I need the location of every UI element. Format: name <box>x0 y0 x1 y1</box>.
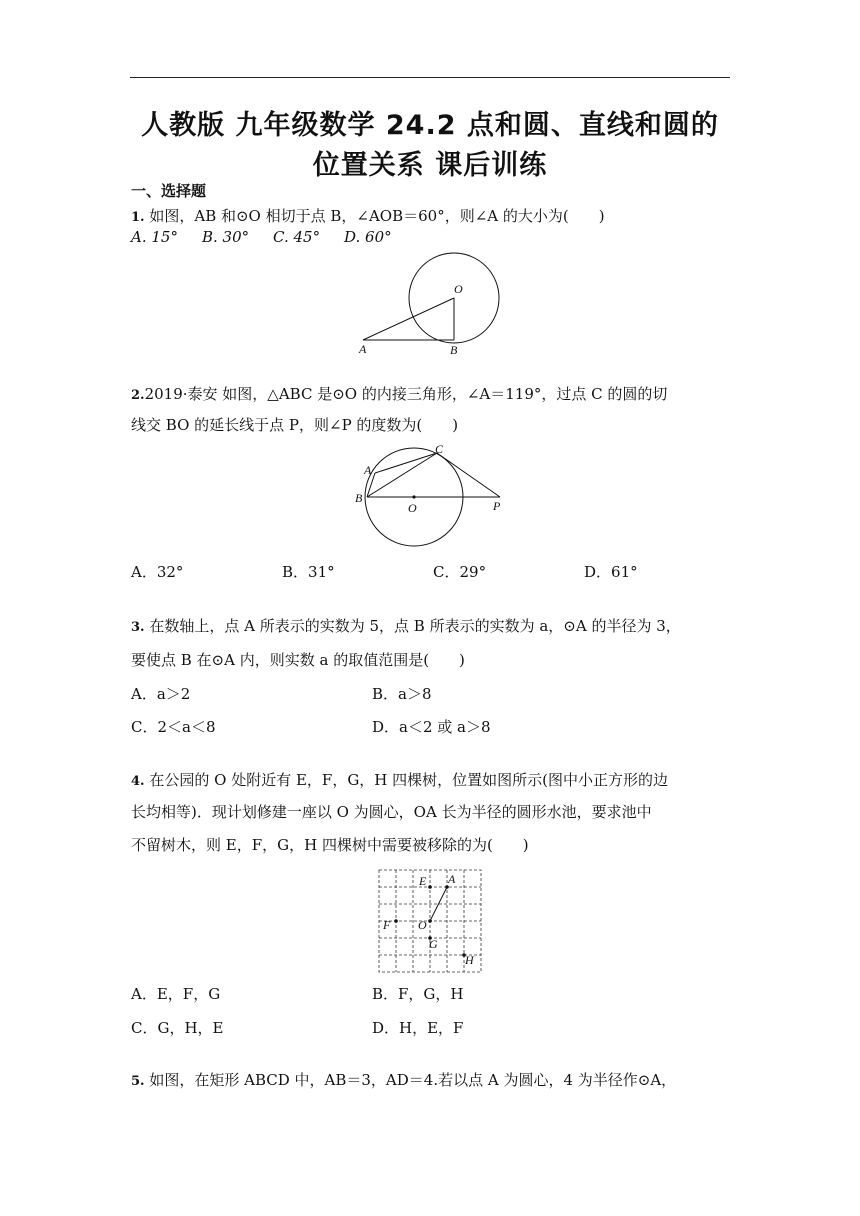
q1-label-a: A <box>359 342 367 356</box>
q2-label-p: P <box>493 499 501 513</box>
q4-label-o: O <box>418 918 427 932</box>
q2-line2: 线交 BO 的延长线于点 P，则∠P 的度数为( ) <box>131 416 459 434</box>
q4-option-c: C．G，H，E <box>131 1019 224 1037</box>
q2-figure <box>350 440 515 555</box>
q1-label-o: O <box>454 282 463 296</box>
q3-number: 3. <box>131 620 145 635</box>
q4-label-h: H <box>465 953 474 967</box>
q4-line3: 不留树木，则 E，F，G，H 四棵树中需要被移除的为( ) <box>131 836 529 854</box>
q1-option-d: D. 60° <box>344 228 392 246</box>
q2-option-d: D．61° <box>584 563 638 581</box>
q4-option-b: B．F，G，H <box>372 985 464 1003</box>
q4-line2: 长均相等)．现计划修建一座以 O 为圆心，OA 长为半径的圆形水池，要求池中 <box>131 803 652 821</box>
q2-label-b: B <box>355 491 363 505</box>
q4-number: 4. <box>131 774 145 789</box>
q2-option-c: C．29° <box>433 563 487 581</box>
q3-line1 <box>131 615 681 636</box>
q1-option-a: A. 15° <box>131 228 178 246</box>
q1-stem <box>131 205 605 226</box>
page-title-line1: 人教版 九年级数学 24.2 点和圆、直线和圆的 <box>141 110 719 141</box>
q4-label-e: E <box>419 874 427 888</box>
q1-option-b: B. 30° <box>202 228 250 246</box>
q1-option-c: C. 45° <box>273 228 321 246</box>
q5-number: 5. <box>131 1074 145 1089</box>
q2-line1 <box>131 383 667 404</box>
q4-option-d: D．H，E，F <box>372 1019 464 1037</box>
q2-label-c: C <box>435 442 444 456</box>
q5-text-1: 如图，在矩形 ABCD 中，AB＝3，AD＝4.若以点 A 为圆心，4 为半径作⊙A， <box>149 1071 677 1089</box>
header-rule <box>130 77 730 78</box>
q1-figure <box>350 245 510 360</box>
q2-text-1: 2019·泰安 如图，△ABC 是⊙O 的内接三角形，∠A＝119°，过点 C 的圆的切 <box>144 385 668 403</box>
q4-label-g: G <box>429 937 438 951</box>
q4-label-a: A <box>448 872 456 886</box>
q2-number: 2. <box>131 388 145 403</box>
q3-option-b: B．a＞8 <box>372 685 432 703</box>
q2-option-a: A．32° <box>131 563 184 581</box>
q1-label-b: B <box>450 343 458 357</box>
q1-text: 如图，AB 和⊙O 相切于点 B，∠AOB＝60°，则∠A 的大小为( ) <box>149 207 605 225</box>
q3-option-c: C．2＜a＜8 <box>131 718 216 736</box>
q4-figure <box>376 866 486 974</box>
q4-label-f: F <box>383 918 391 932</box>
q4-text-1: 在公园的 O 处附近有 E，F，G，H 四棵树，位置如图所示(图中小正方形的边 <box>149 771 669 789</box>
page-title-line2: 位置关系 课后训练 <box>312 150 548 181</box>
q2-label-o: O <box>408 501 417 515</box>
q4-line1 <box>131 769 668 790</box>
q2-label-a: A <box>364 463 372 477</box>
q5-line1 <box>131 1069 676 1090</box>
q1-number: 1. <box>131 210 145 225</box>
q4-option-a: A．E，F，G <box>131 985 221 1003</box>
q3-line2: 要使点 B 在⊙A 内，则实数 a 的取值范围是( ) <box>131 651 465 669</box>
q3-option-a: A．a＞2 <box>131 685 191 703</box>
section-heading: 一、选择题 <box>131 182 207 200</box>
q3-option-d: D．a＜2 或 a＞8 <box>372 718 491 736</box>
q3-text-1: 在数轴上，点 A 所表示的实数为 5，点 B 所表示的实数为 a，⊙A 的半径为 3， <box>149 617 681 635</box>
q2-option-b: B．31° <box>282 563 335 581</box>
